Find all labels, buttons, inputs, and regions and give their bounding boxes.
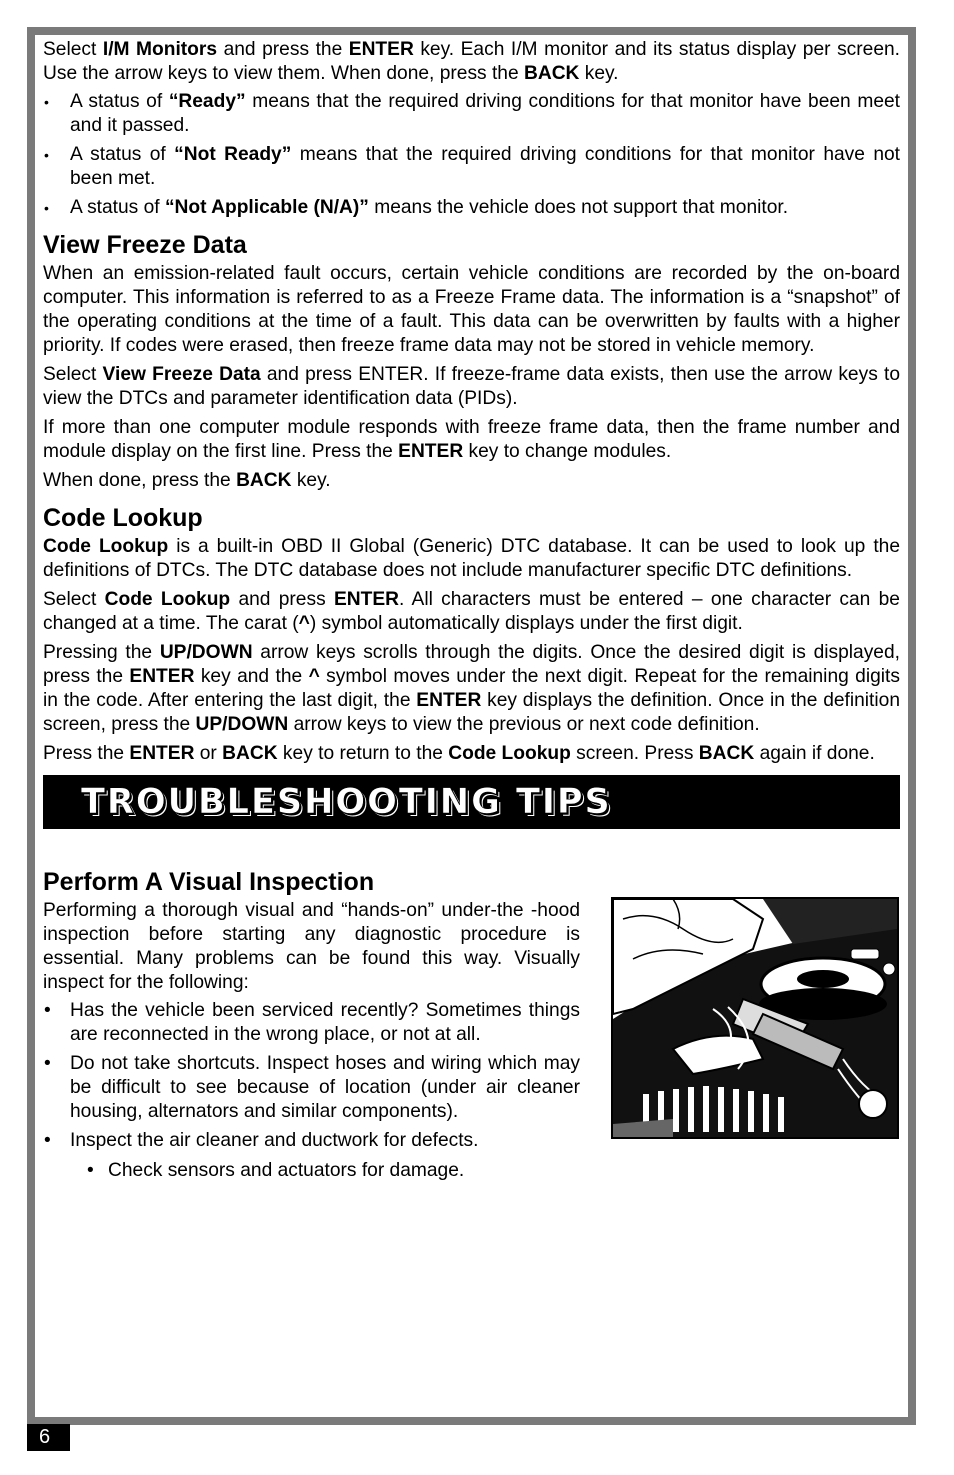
list-item: • A status of “Not Ready” means that the required driving conditions for that monitor have not been met. — [43, 143, 900, 191]
freeze-paragraph-3: If more than one computer module responds with freeze frame data, then the frame number and module display on the first line. Press the ENTER key to change modules. — [43, 417, 900, 462]
page-content — [43, 38, 900, 1183]
engine-inspection-illustration — [611, 897, 899, 1139]
lookup-paragraph-1: Code Lookup is a built-in OBD II Global (Generic) DTC database. It can be used to look up the definitions of DTCs. The DTC database does not include manufacturer specific DTC definitions. — [43, 536, 900, 581]
view-freeze-data-heading: View Freeze Data — [43, 231, 247, 259]
lookup-paragraph-4: Press the ENTER or BACK key to return to the Code Lookup screen. Press BACK again if done. — [43, 743, 875, 764]
list-item: • Check sensors and actuators for damage. — [43, 1159, 580, 1183]
list-item: • A status of “Ready” means that the required driving conditions for that monitor have been meet and it passed. — [43, 90, 900, 138]
inspection-paragraph: Performing a thorough visual and “hands-on” under-the -hood inspection before starting any diagnostic procedure is essential. Many problems can be found this way. Visually inspect for the following: — [43, 900, 580, 993]
visual-inspection-section — [43, 867, 900, 1183]
engine-illustration-icon — [613, 899, 897, 1137]
visual-inspection-heading: Perform A Visual Inspection — [43, 868, 375, 896]
page-number: 6 — [27, 1424, 70, 1451]
im-monitors-intro: Select I/M Monitors and press the ENTER key. Each I/M monitor and its status display per screen. Use the arrow keys to view them. When done, press the BACK key. — [43, 39, 900, 84]
list-item: • Do not take shortcuts. Inspect hoses and wiring which may be difficult to see because of location (under air cleaner housing, alternators and similar components). — [43, 1052, 580, 1124]
list-item: • A status of “Not Applicable (N/A)” means the vehicle does not support that monitor. — [43, 196, 900, 220]
lookup-paragraph-2: Select Code Lookup and press ENTER. All characters must be entered – one character can be changed at a time. The carat (^) symbol automatically displays under the first digit. — [43, 589, 900, 634]
freeze-paragraph-2: Select View Freeze Data and press ENTER. If freeze-frame data exists, then use the arrow keys to view the DTCs and parameter identification data (PIDs). — [43, 364, 900, 409]
freeze-paragraph-1: When an emission-related fault occurs, certain vehicle conditions are recorded by the on-board computer. This information is referred to as a Freeze Frame data. The information is a “snapshot” of the operating conditions at the time of a fault. This data can be overwritten by faults with a higher priority. If codes were erased, then freeze frame data may not be stored in vehicle memory. — [43, 263, 900, 356]
freeze-paragraph-4: When done, press the BACK key. — [43, 470, 331, 491]
list-item: • Has the vehicle been serviced recently? Sometimes things are reconnected in the wrong place, or not at all. — [43, 999, 580, 1047]
lookup-paragraph-3: Pressing the UP/DOWN arrow keys scrolls through the digits. Once the desired digit is displayed, press the ENTER key and the ^ symbol moves under the next digit. Repeat for the remaining digits in the code. After entering the last digit, the ENTER key displays the definition. Once in the definition screen, press the UP/DOWN arrow keys to view the previous or next code definition. — [43, 642, 900, 735]
banner-title: TROUBLESHOOTING TIPS — [81, 782, 612, 822]
troubleshooting-banner — [43, 775, 900, 829]
list-item: • Inspect the air cleaner and ductwork for defects. — [43, 1129, 580, 1153]
im-status-list — [43, 90, 900, 220]
inspection-list — [43, 999, 580, 1183]
code-lookup-heading: Code Lookup — [43, 504, 203, 532]
